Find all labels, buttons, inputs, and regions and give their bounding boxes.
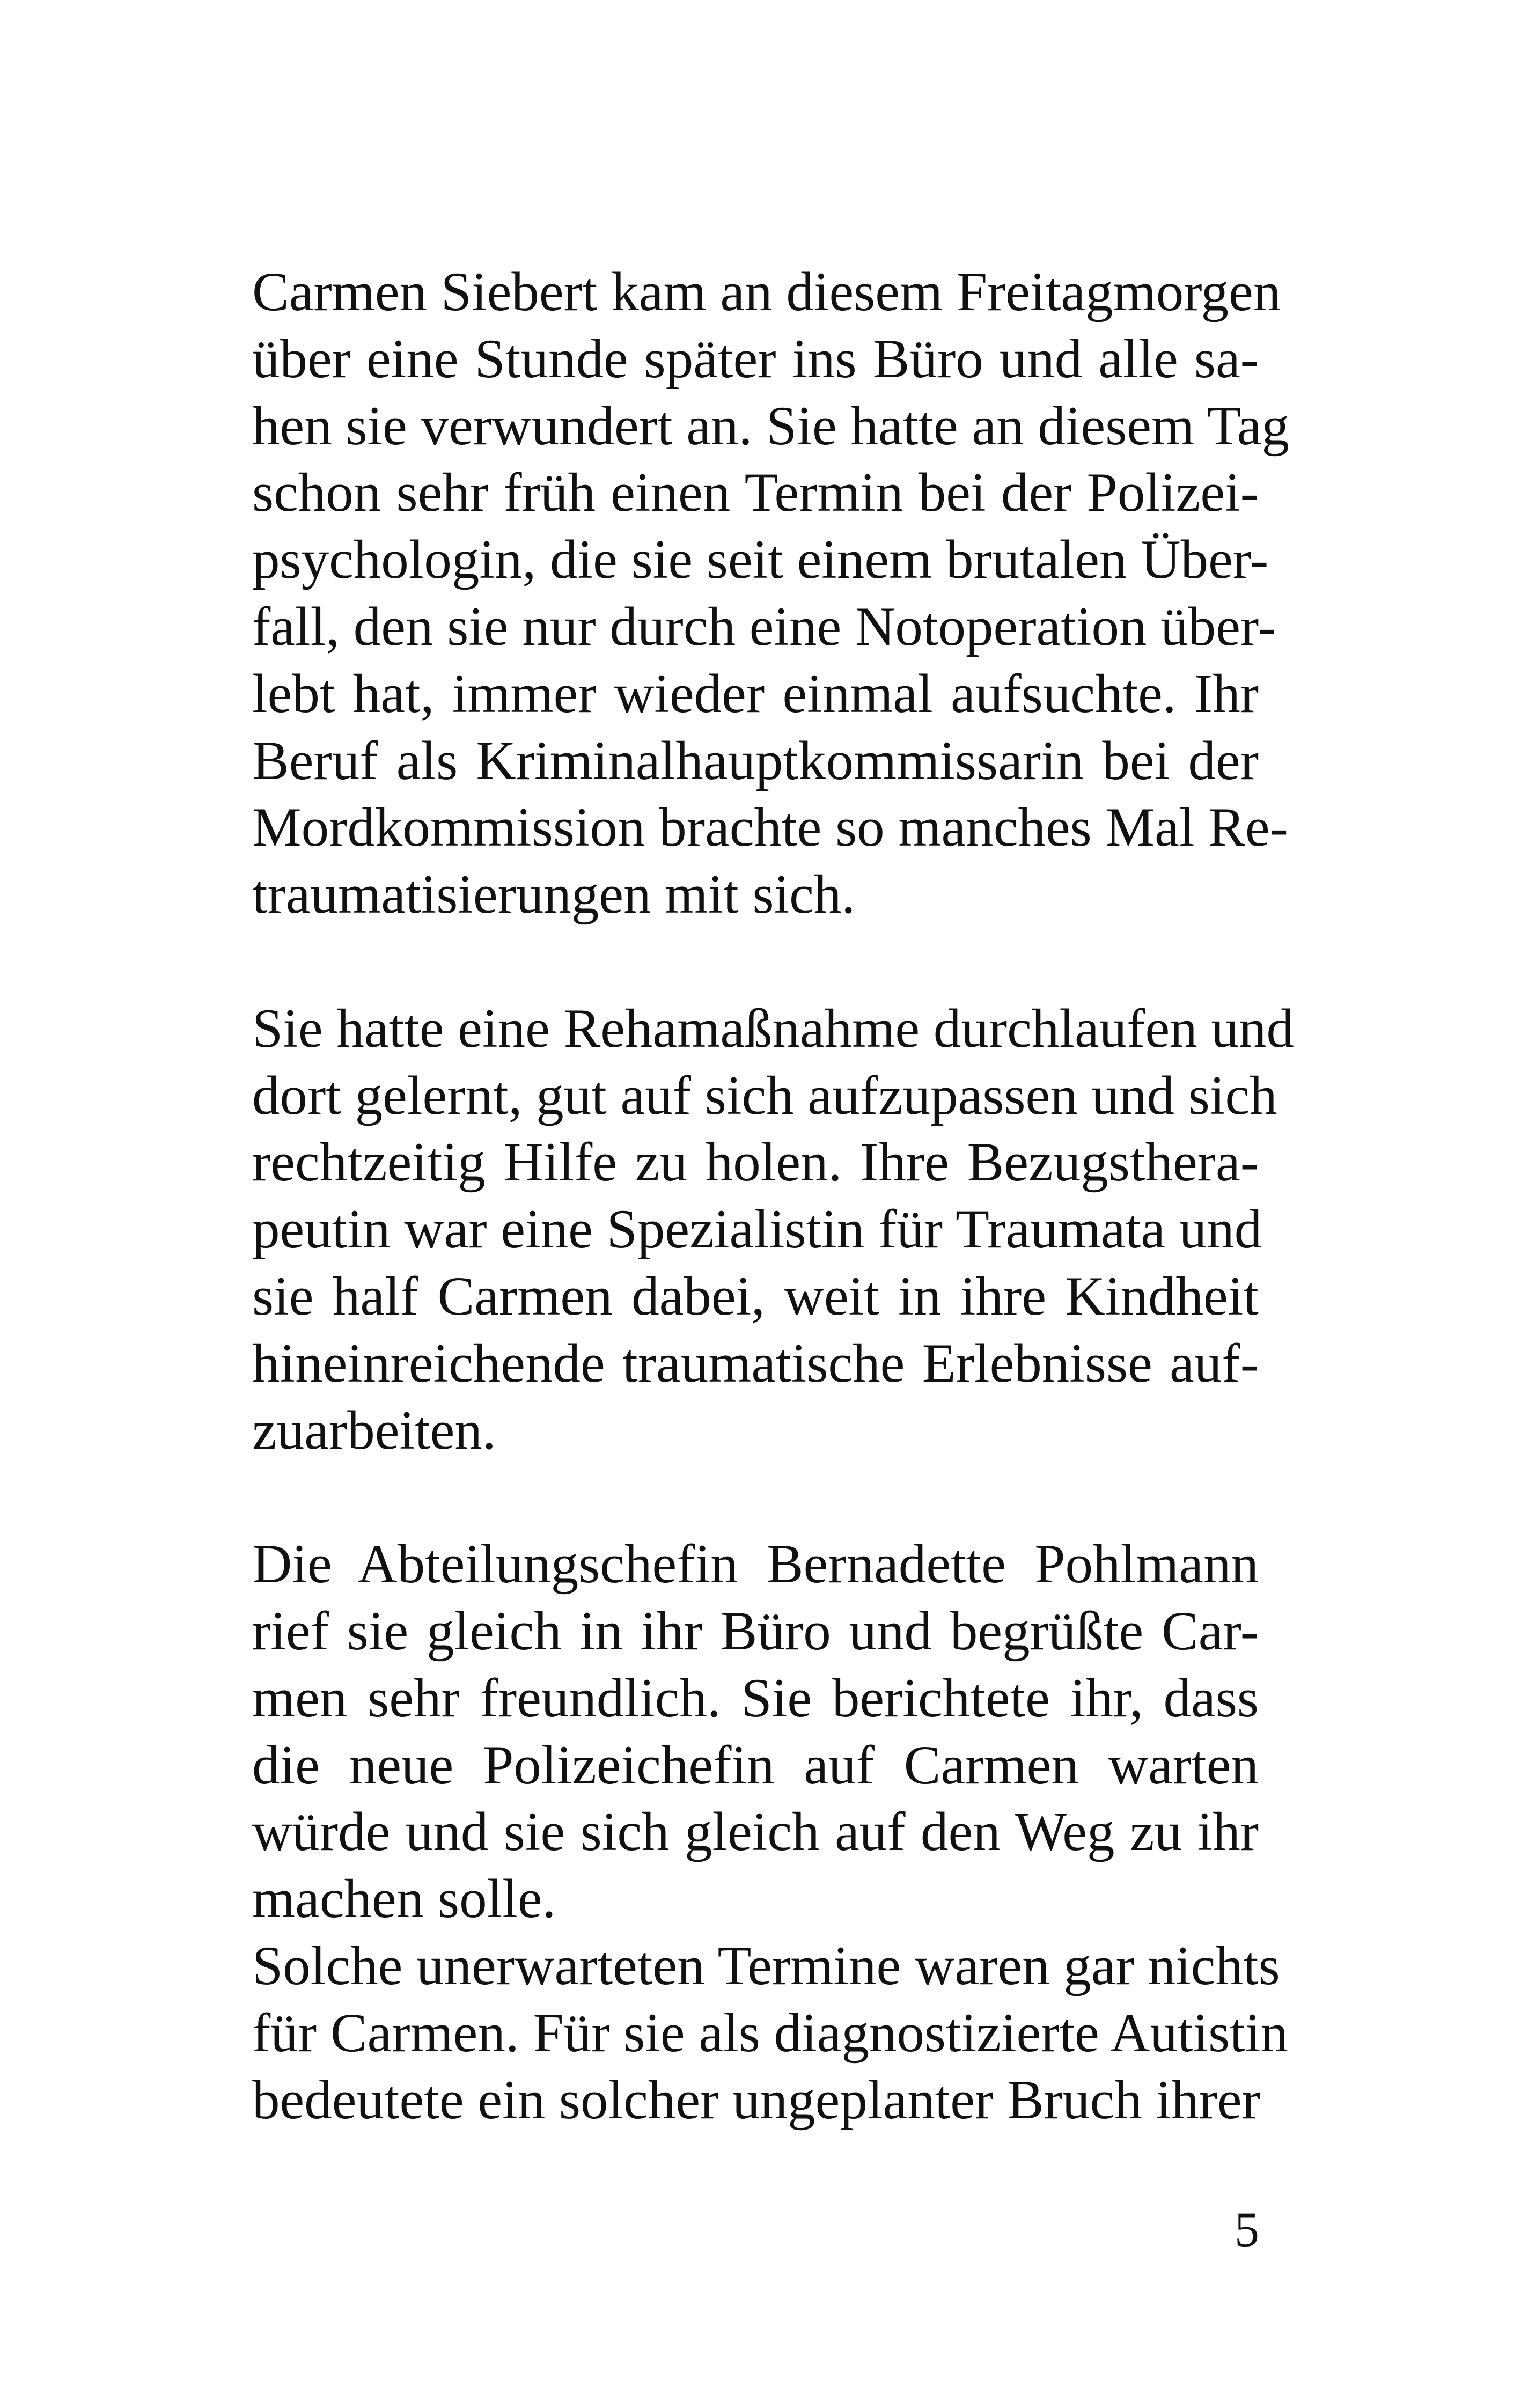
paragraph-3 [252,1531,1259,1933]
paragraph-gap [252,1464,1259,1531]
text-line: Mordkommission brachte so manches Mal Re- [252,797,1288,858]
text-line: bedeutete ein solcher ungeplanter Bruch ihrer [252,2069,1260,2131]
body-text [252,259,1294,2133]
text-line: lebt hat, immer wieder einmal aufsuchte. Ihr [252,663,1259,724]
paragraph-2 [252,995,1294,1464]
text-line: traumatisierungen mit sich. [252,864,856,926]
text-line: Solche unerwarteten Termine waren gar nichts [252,1935,1280,1996]
text-line: peutin war eine Spezialistin für Traumata und [252,1199,1262,1260]
text-line: Carmen Siebert kam an diesem Freitagmorgen [252,261,1281,322]
text-line: über eine Stunde später ins Büro und alle sa- [252,328,1259,390]
text-line: machen solle. [252,1868,556,1930]
page-number: 5 [1235,2202,1259,2257]
text-line: hen sie verwundert an. Sie hatte an diesem Tag [252,395,1289,457]
paragraph-1 [252,259,1289,928]
paragraph-4 [252,1933,1288,2133]
text-line: für Carmen. Für sie als diagnostizierte Autistin [252,2002,1288,2064]
text-line: rief sie gleich in ihr Büro und begrüßte Car- [252,1600,1259,1662]
text-line: sie half Carmen dabei, weit in ihre Kindheit [252,1265,1259,1327]
text-line: dort gelernt, gut auf sich aufzupassen und sich [252,1064,1277,1126]
text-line: fall, den sie nur durch eine Notoperation über- [252,596,1276,657]
text-line: men sehr freundlich. Sie berichtete ihr, dass [252,1667,1259,1729]
text-line: würde und sie sich gleich auf den Weg zu ihr [252,1801,1259,1863]
paragraph-gap [252,928,1259,995]
text-line: rechtzeitig Hilfe zu holen. Ihre Bezugsthera- [252,1132,1259,1193]
text-line: Beruf als Kriminalhauptkommissarin bei der [252,730,1259,791]
text-line: die neue Polizeichefin auf Carmen warten [252,1734,1259,1796]
text-line: schon sehr früh einen Termin bei der Polizei- [252,462,1259,524]
text-line: Die Abteilungschefin Bernadette Pohlmann [252,1533,1259,1595]
text-line: psychologin, die sie seit einem brutalen Über- [252,529,1269,591]
text-line: hineinreichende traumatische Erlebnisse auf- [252,1332,1259,1394]
text-line: Sie hatte eine Rehamaßnahme durchlaufen und [252,997,1294,1059]
text-line: zuarbeiten. [252,1399,496,1461]
